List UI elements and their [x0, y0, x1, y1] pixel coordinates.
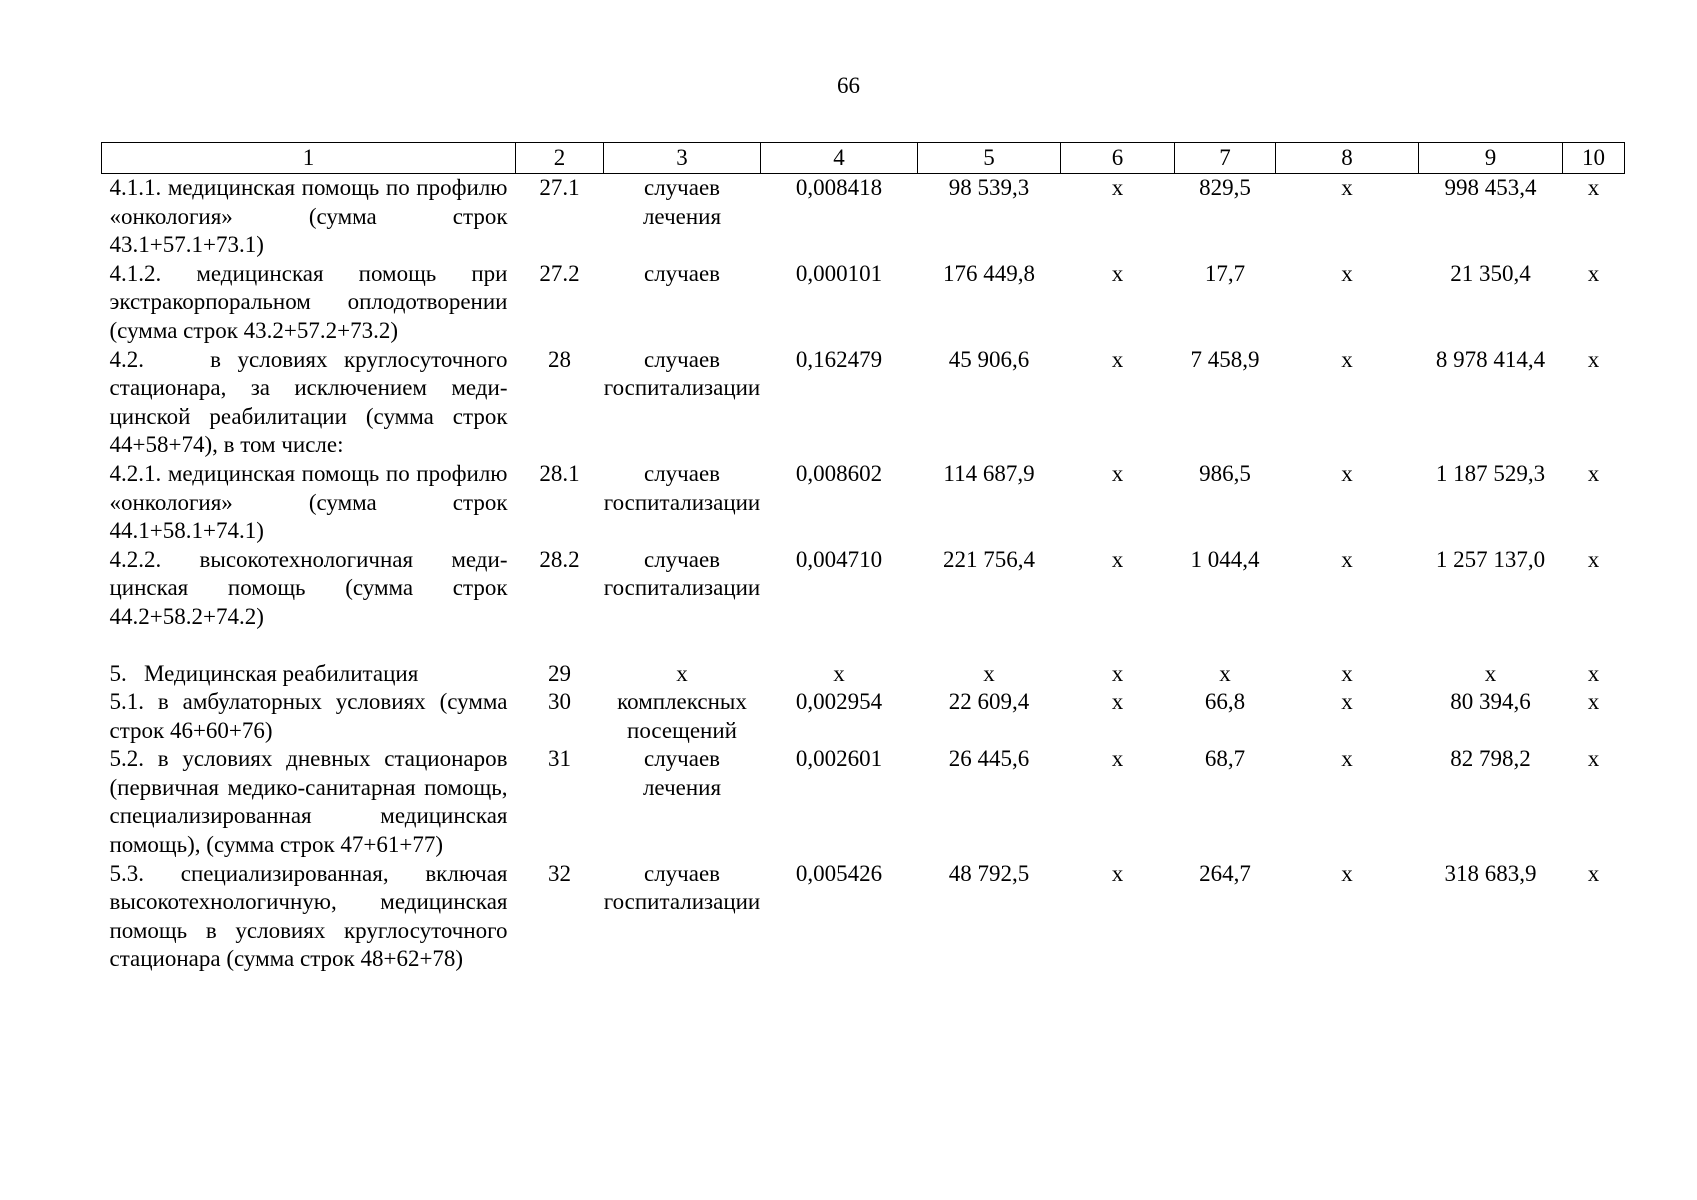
row-name: 5.3. специализированная, включая высокотехнологичную, медицинская помощь в условиях круглосуточного стационара (сумма строк 48+62+78) — [109, 860, 508, 972]
row-cell: 0,002954 — [795, 689, 883, 715]
row-cell: х — [1341, 546, 1353, 572]
row-name: 5.1. в амбулаторных условиях (сумма строк 46+60+76) — [109, 689, 508, 743]
page-number: 66 — [837, 73, 860, 98]
row-cell: х — [833, 660, 845, 686]
row-cell: х — [1111, 689, 1124, 715]
row-cell: 0,008602 — [795, 460, 883, 486]
row-cell: х — [1341, 746, 1353, 772]
row-cell: 1 187 529,3 — [1435, 460, 1546, 486]
row-cell: х — [1587, 746, 1600, 772]
table-row — [102, 745, 1625, 859]
table-row — [102, 546, 1625, 632]
column-header: 1 — [102, 143, 516, 174]
row-cell: 829,5 — [1199, 175, 1251, 200]
row-line-number: 29 — [548, 660, 571, 686]
row-cell: х — [1341, 260, 1353, 286]
row-cell: х — [1587, 260, 1600, 286]
row-cell: 66,8 — [1204, 689, 1246, 715]
row-cell: 82 798,2 — [1450, 746, 1531, 772]
row-cell: х — [1587, 460, 1600, 486]
row-cell: 998 453,4 — [1444, 175, 1537, 200]
column-header: 6 — [1061, 143, 1175, 174]
row-cell: 176 449,8 — [943, 260, 1035, 286]
row-cell: 0,162479 — [795, 346, 883, 372]
row-cell: 26 445,6 — [948, 746, 1030, 772]
row-cell: х — [1587, 175, 1600, 200]
row-line-number: 28 — [548, 346, 571, 372]
row-cell: х — [1111, 460, 1124, 486]
row-cell: 1 044,4 — [1190, 546, 1260, 572]
row-cell: х — [1587, 860, 1600, 886]
row-name: 4.2.2. высокотехнологичная медицинская помощь (сумма строк 44.2+58.2+74.2) — [109, 546, 508, 629]
row-cell: х — [1219, 660, 1231, 686]
row-cell: 7 458,9 — [1190, 346, 1260, 372]
table-row — [102, 660, 1625, 689]
row-cell: х — [1587, 689, 1600, 715]
row-unit: случаев госпитализации — [603, 346, 761, 401]
row-line-number: 30 — [548, 689, 571, 715]
row-unit: случаев лечения — [642, 175, 722, 229]
row-cell: 986,5 — [1199, 460, 1251, 486]
row-cell: 221 756,4 — [943, 546, 1035, 572]
row-cell: х — [1111, 746, 1124, 772]
row-cell: 22 609,4 — [948, 689, 1030, 715]
table-row — [102, 174, 1625, 260]
row-name: 4.2.1. медицинская помощь по профилю «онкология» (сумма строк 44.1+58.1+74.1) — [109, 460, 508, 544]
row-cell: х — [1341, 175, 1353, 200]
row-cell: х — [1587, 660, 1600, 686]
row-line-number: 28.1 — [539, 460, 580, 486]
table-row — [102, 260, 1625, 346]
column-header: 3 — [604, 143, 761, 174]
row-cell: х — [1341, 660, 1353, 686]
row-unit: случаев — [643, 260, 721, 286]
row-cell: х — [1587, 546, 1600, 572]
row-line-number: 31 — [548, 746, 571, 772]
row-line-number: 27.1 — [539, 175, 580, 200]
row-cell: 8 978 414,4 — [1435, 346, 1546, 372]
row-cell: 48 792,5 — [948, 860, 1030, 886]
row-name: 5.2. в условиях дневных стационаров (первичная медико-санитарная помощь, специализированная медицинская помощь), (сумма строк 47+61+77) — [109, 746, 508, 858]
row-cell: 0,008418 — [795, 175, 883, 200]
row-name: 4.2. в условиях круглосуточного стационара, за исключением медицинской реабилитации (сумма строк 44+58+74), в том числе: — [109, 346, 508, 458]
row-cell: 0,002601 — [795, 746, 883, 772]
row-cell: 21 350,4 — [1450, 260, 1531, 286]
column-header: 2 — [516, 143, 604, 174]
row-cell: х — [1111, 546, 1124, 572]
row-cell: 17,7 — [1204, 260, 1246, 286]
row-unit: случаев госпитализации — [603, 546, 761, 601]
row-name: 4.1.2. медицинская помощь при экстракорпоральном оплодотворении (сумма строк 43.2+57.2+73.2) — [109, 260, 508, 343]
table-row — [102, 860, 1625, 974]
row-cell: х — [1341, 689, 1353, 715]
row-cell: х — [1111, 660, 1124, 686]
row-cell: х — [1111, 260, 1124, 286]
row-cell: 80 394,6 — [1450, 689, 1531, 715]
row-cell: х — [1111, 346, 1124, 372]
row-cell: 264,7 — [1199, 860, 1251, 886]
table-row — [102, 688, 1625, 745]
spacer-row — [102, 632, 1625, 660]
row-name: 4.1.1. медицинская помощь по профилю «онкология» (сумма строк 43.1+57.1+73.1) — [109, 175, 508, 258]
row-unit: комплексных посещений — [617, 689, 747, 743]
spacer-cell — [102, 632, 1625, 660]
row-line-number: 32 — [548, 860, 571, 886]
row-cell: х — [983, 660, 995, 686]
row-line-number: 28.2 — [539, 546, 580, 572]
data-table — [101, 142, 1625, 974]
table-row — [102, 346, 1625, 460]
row-cell: 0,005426 — [795, 860, 883, 886]
row-cell: 45 906,6 — [948, 346, 1030, 372]
row-cell: х — [1484, 660, 1497, 686]
row-unit: случаев госпитализации — [603, 460, 761, 515]
row-unit: случаев госпитализации — [603, 860, 761, 915]
row-cell: х — [1111, 860, 1124, 886]
row-cell: 0,000101 — [795, 260, 883, 286]
row-cell: 1 257 137,0 — [1435, 546, 1546, 572]
row-cell: 114 687,9 — [943, 460, 1035, 486]
row-line-number: 27.2 — [539, 260, 580, 286]
column-header: 8 — [1276, 143, 1419, 174]
row-unit: случаев лечения — [642, 746, 722, 800]
row-cell: 68,7 — [1204, 746, 1246, 772]
row-cell: х — [1111, 175, 1124, 200]
column-header: 10 — [1563, 143, 1625, 174]
row-cell: 318 683,9 — [1444, 860, 1537, 886]
row-cell: х — [1341, 346, 1353, 372]
column-header: 9 — [1419, 143, 1563, 174]
table-row — [102, 460, 1625, 546]
row-cell: 0,004710 — [795, 546, 883, 572]
row-cell: х — [1587, 346, 1600, 372]
column-header: 7 — [1175, 143, 1276, 174]
row-cell: х — [1341, 460, 1353, 486]
row-cell: х — [1341, 860, 1353, 886]
column-header: 4 — [761, 143, 918, 174]
row-unit: х — [676, 660, 688, 686]
row-name: 5. Медицинская реабилитация — [109, 660, 419, 686]
column-header: 5 — [918, 143, 1061, 174]
header-row — [102, 143, 1625, 174]
row-cell: 98 539,3 — [948, 175, 1030, 200]
